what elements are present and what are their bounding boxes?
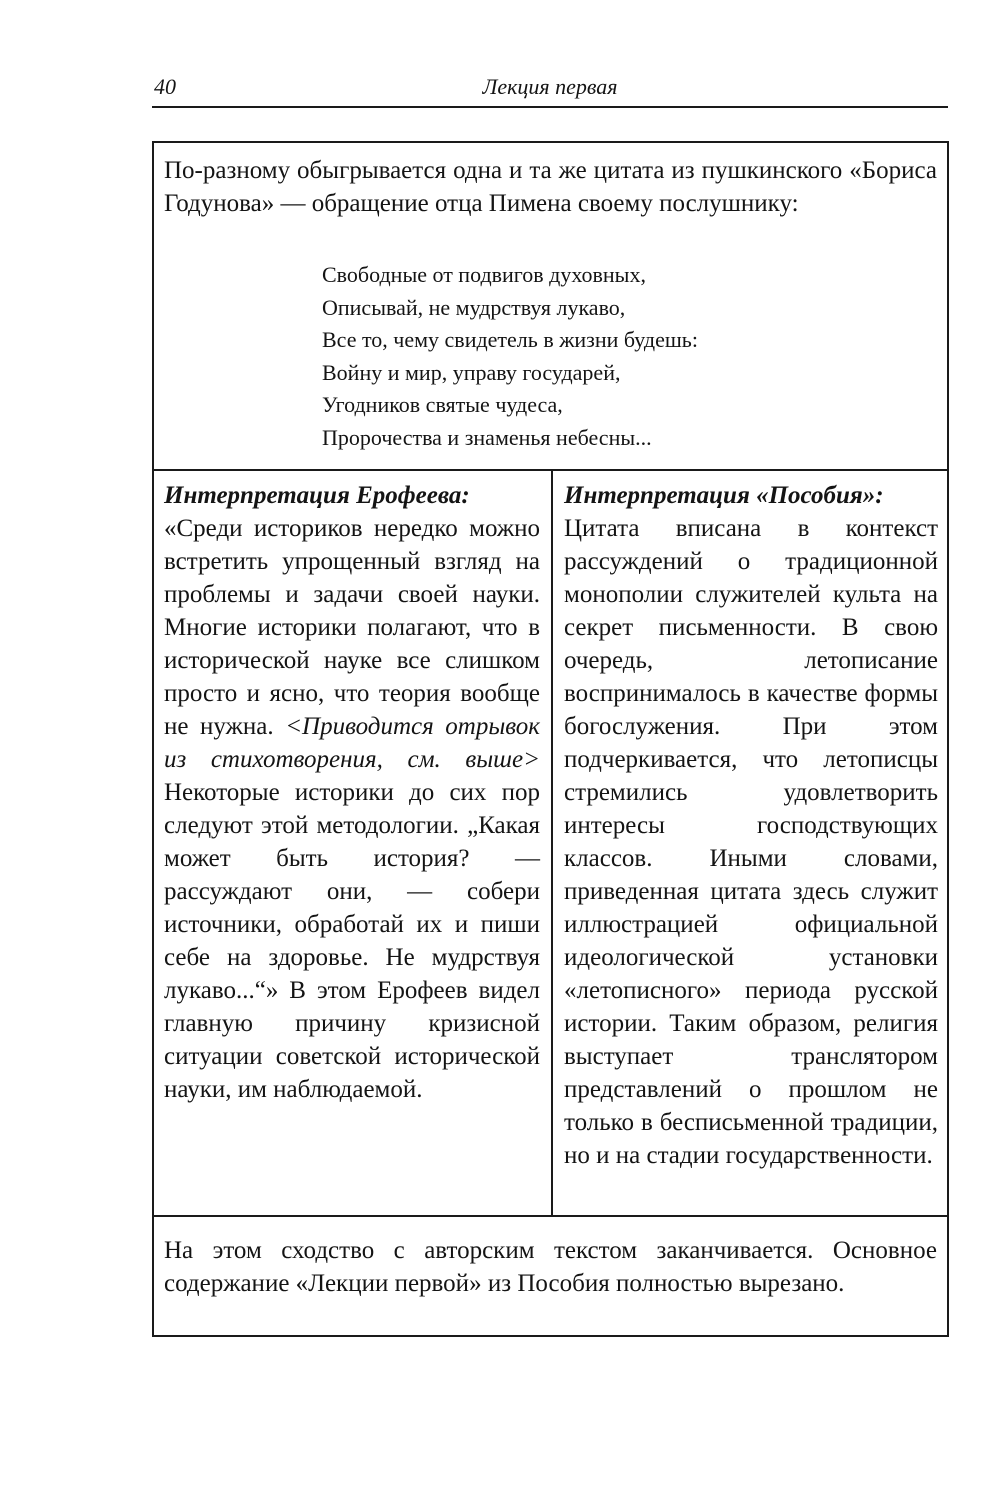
poem-line: Войну и мир, управу государей, [322,359,621,385]
page-number: 40 [154,74,176,99]
poem-line: Угодников святые чудеса, [322,392,563,417]
erofeev-interpretation [164,479,540,1106]
posobie-title: Интерпретация «Пособия»: [564,482,884,509]
pushkin-quote [322,259,698,454]
poem-line: Свободные от подвигов духовных, [322,262,646,287]
conclusion-cell [154,1217,947,1335]
editorial-note: <Приводится отрывок из стихотворения, см. выше> [164,713,540,773]
erofeev-text-part2: Некоторые историки до сих пор следуют этой методологии. „Какая может быть история? — рассуждают они, — собери источники, обработай их и пиши себе на здоровье. Не мудрствуя лукаво...“» В этом Ерофеев видел главную причину кризисной ситуации советской исторической науки, им наблюдаемой. [164,779,540,1103]
posobie-text: Цитата вписана в контекст рассуждений о традиционной монополии служителей культа на секрет письменности. В свою очередь, летописание воспринималось в качестве формы богослужения. При этом подчеркивается, что летописцы стремились удовлетворить интересы господствующих классов. Иными словами, приведенная цитата здесь служит иллюстрацией официальной идеологической установки «летописного» периода русской истории. Таким образом, религия выступает транслятором представлений о прошлом не только в бесписьменной традиции, но и на стадии государственности. [564,515,938,1169]
poem-line: Все то, чему свидетель в жизни будешь: [322,327,698,352]
interpretations-row [154,471,947,1217]
running-title: Лекция первая [482,74,618,99]
conclusion-paragraph: На этом сходство с авторским текстом заканчивается. Основное содержание «Лекции первой» из Пособия полностью вырезано. [164,1237,937,1297]
comparison-table [152,141,949,1337]
intro-paragraph: По-разному обыгрывается одна и та же цитата из пушкинского «Бориса Годунова» — обращение отца Пимена своему послушнику: [164,157,937,217]
poem-line: Пророчества и знаменья небесны... [322,424,652,450]
erofeev-text-part1: «Среди историков нередко можно встретить упрощенный взгляд на проблемы и задачи своей науки. Многие историки полагают, что в исторической науке все слишком просто и ясно, что теория вообще не нужна. [164,515,540,740]
intro-cell [154,143,947,471]
poem-line: Описывай, не мудрствуя лукаво, [322,294,626,320]
erofeev-title: Интерпретация Ерофеева: [164,482,470,509]
column-divider [551,471,553,1215]
posobie-interpretation [564,479,938,1172]
erofeev-text [164,512,540,1106]
page-header [152,70,948,108]
